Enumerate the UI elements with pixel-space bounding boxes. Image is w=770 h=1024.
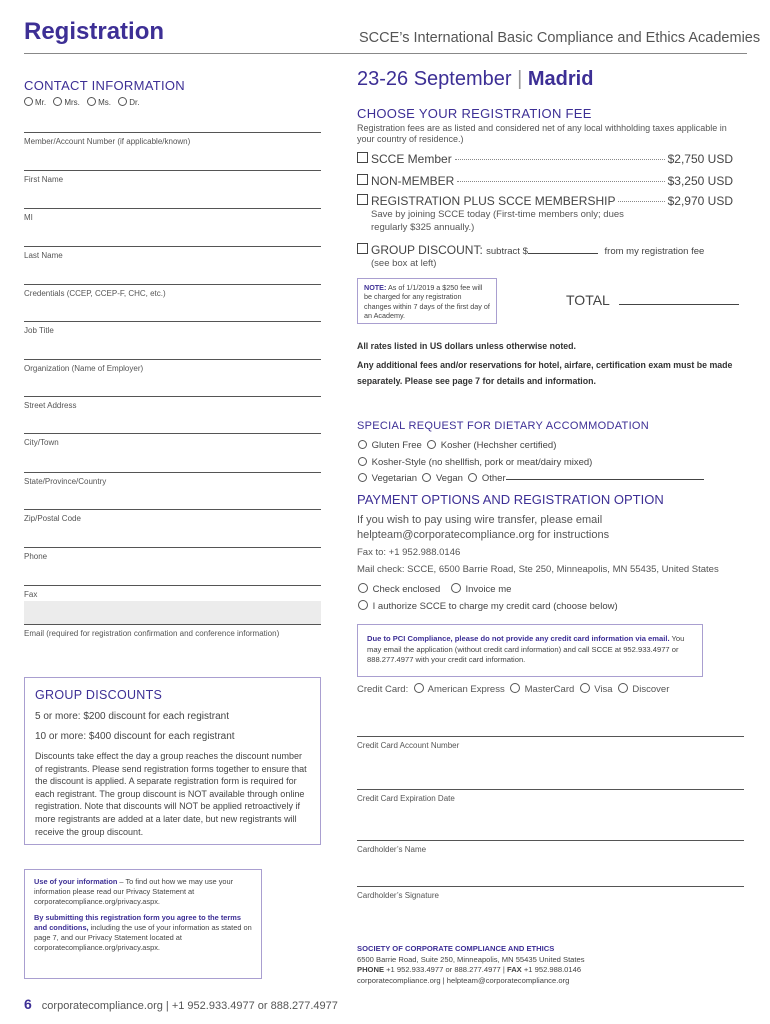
email-field[interactable]: Email (required for registration confirmation and conference information) xyxy=(24,624,321,638)
group-discount-5: 5 or more: $200 discount for each registrant xyxy=(35,711,229,722)
pci-compliance-note: Due to PCI Compliance, please do not provide any credit card information via email. You may email the application (without credit card information) and call SCCE at 952.933.4977 or 888.277.4977 with your credit card information. xyxy=(357,624,703,677)
credentials-field[interactable]: Credentials (CCEP, CCEP-F, CHC, etc.) xyxy=(24,284,321,298)
total-label: TOTAL xyxy=(566,292,610,308)
fee-option-non-member[interactable]: NON-MEMBER $3,250 USD xyxy=(357,174,733,188)
radio-icon[interactable] xyxy=(87,97,96,106)
card-visa[interactable]: Visa xyxy=(580,684,613,695)
group-discounts-heading: GROUP DISCOUNTS xyxy=(35,688,163,702)
credit-card-type: Credit Card: American Express MasterCard Visa Discover xyxy=(357,684,670,695)
page-number: 6 xyxy=(24,996,32,1012)
society-address: 6500 Barrie Road, Suite 250, Minneapolis, MN 55435 United States xyxy=(357,954,585,964)
fax-to: Fax to: +1 952.988.0146 xyxy=(357,547,461,558)
fee-option-group-discount[interactable]: GROUP DISCOUNT: subtract $ from my registration fee xyxy=(357,243,737,257)
checkbox-icon[interactable] xyxy=(357,152,368,163)
leader-dots xyxy=(618,201,664,202)
total-field[interactable] xyxy=(566,292,739,308)
card-amex[interactable]: American Express xyxy=(414,684,505,695)
event-separator: | xyxy=(517,68,523,90)
payment-heading: PAYMENT OPTIONS AND REGISTRATION OPTION xyxy=(357,492,664,507)
phone-field[interactable]: Phone xyxy=(24,547,321,561)
radio-icon[interactable] xyxy=(414,683,424,693)
dietary-vegetarian[interactable]: Vegetarian xyxy=(358,473,417,484)
cardholder-name-field[interactable]: Cardholder’s Name xyxy=(357,840,744,854)
radio-icon[interactable] xyxy=(427,440,436,449)
group-discount-see-box: (see box at left) xyxy=(371,258,437,269)
society-contact xyxy=(357,944,585,986)
radio-icon[interactable] xyxy=(451,583,461,593)
total-input[interactable] xyxy=(619,304,739,305)
checkbox-icon[interactable] xyxy=(357,194,368,205)
fee-option-plus-membership[interactable]: REGISTRATION PLUS SCCE MEMBERSHIP $2,970 USD xyxy=(357,194,733,208)
fax-field[interactable]: Fax xyxy=(24,585,321,599)
city-field[interactable]: City/Town xyxy=(24,433,321,447)
radio-icon[interactable] xyxy=(468,473,477,482)
dietary-vegan[interactable]: Vegan xyxy=(422,473,463,484)
payment-check-enclosed[interactable]: Check enclosed xyxy=(358,584,440,595)
radio-icon[interactable] xyxy=(358,583,368,593)
radio-icon[interactable] xyxy=(422,473,431,482)
radio-icon[interactable] xyxy=(510,683,520,693)
job-title-field[interactable]: Job Title xyxy=(24,321,321,335)
privacy-text: – To find out how we may use your information please read our Privacy Statement at corporatecompliance.org/privacy.aspx. xyxy=(34,877,234,907)
payment-row-1 xyxy=(358,583,511,595)
wire-transfer-note: If you wish to pay using wire transfer, please email helpteam@corporatecompliance.org for instructions xyxy=(357,514,610,541)
card-discover[interactable]: Discover xyxy=(618,684,670,695)
cc-expiration-field[interactable]: Credit Card Expiration Date xyxy=(357,789,744,803)
member-number-field[interactable]: Member/Account Number (if applicable/known) xyxy=(24,132,321,146)
fee-price: $3,250 USD xyxy=(667,174,733,188)
group-discount-body: Discounts take effect the day a group reaches the discount number of registrants. Please send registration forms together to ensure that the discount is applied. A separate registration form is required for each registrant. The group discount is NOT available through online registration. Note that discounts will NOT be applied retroactively if more registrants are added at a later date, but new registrants will receive the group discount. xyxy=(35,751,307,837)
society-phone-fax: PHONE +1 952.933.4977 or 888.277.4977 | FAX +1 952.988.0146 xyxy=(357,965,582,974)
payment-invoice-me[interactable]: Invoice me xyxy=(451,584,512,595)
salutation-dr[interactable]: Dr. xyxy=(118,98,139,107)
salutation-ms[interactable]: Ms. xyxy=(87,98,111,107)
fee-price: $2,970 USD xyxy=(667,194,733,208)
fee-option-scce-member[interactable]: SCCE Member $2,750 USD xyxy=(357,152,733,166)
mi-field[interactable]: MI xyxy=(24,208,321,222)
dietary-row-1 xyxy=(358,440,556,451)
additional-fees-note: Any additional fees and/or reservations for hotel, airfare, certification exam must be made separately. Please see page 7 for details and information. xyxy=(357,360,733,386)
state-field[interactable]: State/Province/Country xyxy=(24,472,321,486)
radio-icon[interactable] xyxy=(24,97,33,106)
change-fee-note: NOTE: As of 1/1/2019 a $250 fee will be charged for any registration changes within 7 days of the first day of an Academy. xyxy=(357,278,497,324)
leader-dots xyxy=(457,181,664,182)
radio-icon[interactable] xyxy=(618,683,628,693)
street-address-field[interactable]: Street Address xyxy=(24,396,321,410)
event-title xyxy=(357,68,593,91)
salutation-mr[interactable]: Mr. xyxy=(24,98,46,107)
first-name-field[interactable]: First Name xyxy=(24,170,321,184)
radio-icon[interactable] xyxy=(358,600,368,610)
footer-contact: corporatecompliance.org | +1 952.933.4977 or 888.277.4977 xyxy=(41,1000,338,1012)
society-web: corporatecompliance.org | helpteam@corporatecompliance.org xyxy=(357,975,570,985)
fax-input-box[interactable] xyxy=(24,601,321,624)
group-discount-10: 10 or more: $400 discount for each registrant xyxy=(35,731,235,742)
dietary-heading: SPECIAL REQUEST FOR DIETARY ACCOMMODATION xyxy=(357,420,650,432)
dietary-gluten-free[interactable]: Gluten Free xyxy=(358,440,422,451)
radio-icon[interactable] xyxy=(580,683,590,693)
checkbox-icon[interactable] xyxy=(357,174,368,185)
fee-heading: CHOOSE YOUR REGISTRATION FEE xyxy=(357,106,592,121)
radio-icon[interactable] xyxy=(53,97,62,106)
radio-icon[interactable] xyxy=(358,440,367,449)
radio-icon[interactable] xyxy=(358,473,367,482)
zip-field[interactable]: Zip/Postal Code xyxy=(24,509,321,523)
salutation-options xyxy=(24,97,145,107)
terms-text: including the use of your information as stated on page 7, and our Privacy Statement located at corporatecompliance.org/privacy.aspx. xyxy=(34,922,252,953)
leader-dots xyxy=(455,159,665,160)
organization-field[interactable]: Organization (Name of Employer) xyxy=(24,359,321,373)
group-discounts-box xyxy=(24,677,321,845)
fee-note: Registration fees are as listed and considered net of any local withholding taxes applicable in your country of residence.) xyxy=(357,123,727,144)
privacy-box xyxy=(24,869,262,979)
page-title: Registration xyxy=(24,18,165,45)
page-subtitle: SCCE’s International Basic Compliance and Ethics Academies xyxy=(359,30,761,46)
page-footer xyxy=(24,996,338,1012)
radio-icon[interactable] xyxy=(118,97,127,106)
contact-heading: CONTACT INFORMATION xyxy=(24,78,185,93)
terms-heading: By submitting this registration form you agree to the terms and conditions, xyxy=(34,912,241,932)
last-name-field[interactable]: Last Name xyxy=(24,246,321,260)
checkbox-icon[interactable] xyxy=(357,243,368,254)
dietary-kosher[interactable]: Kosher (Hechsher certified) xyxy=(427,440,556,451)
event-city: Madrid xyxy=(527,68,594,90)
cardholder-signature-field[interactable]: Cardholder’s Signature xyxy=(357,886,744,900)
dietary-other-input[interactable] xyxy=(506,479,704,480)
group-discount-input[interactable] xyxy=(528,253,598,254)
cc-number-field[interactable]: Credit Card Account Number xyxy=(357,736,744,750)
event-dates: 23-26 September xyxy=(357,68,512,90)
membership-note: Save by joining SCCE today (First-time members only; dues regularly $325 annually.) xyxy=(371,209,624,233)
fee-price: $2,750 USD xyxy=(667,152,733,166)
dietary-row-3 xyxy=(358,473,704,484)
society-name: SOCIETY OF CORPORATE COMPLIANCE AND ETHICS xyxy=(357,944,555,953)
payment-authorize-card[interactable]: I authorize SCCE to charge my credit card (choose below) xyxy=(358,600,618,612)
privacy-heading: Use of your information xyxy=(34,877,118,886)
card-mastercard[interactable]: MasterCard xyxy=(510,684,574,695)
radio-icon[interactable] xyxy=(358,457,367,466)
salutation-mrs[interactable]: Mrs. xyxy=(53,98,80,107)
dietary-other[interactable]: Other xyxy=(468,473,505,484)
dietary-kosher-style[interactable]: Kosher-Style (no shellfish, pork or meat/dairy mixed) xyxy=(358,457,592,468)
rates-note: All rates listed in US dollars unless otherwise noted. xyxy=(357,341,576,351)
header-divider xyxy=(24,53,747,54)
mail-check: Mail check: SCCE, 6500 Barrie Road, Ste 250, Minneapolis, MN 55435, United States xyxy=(357,564,719,575)
